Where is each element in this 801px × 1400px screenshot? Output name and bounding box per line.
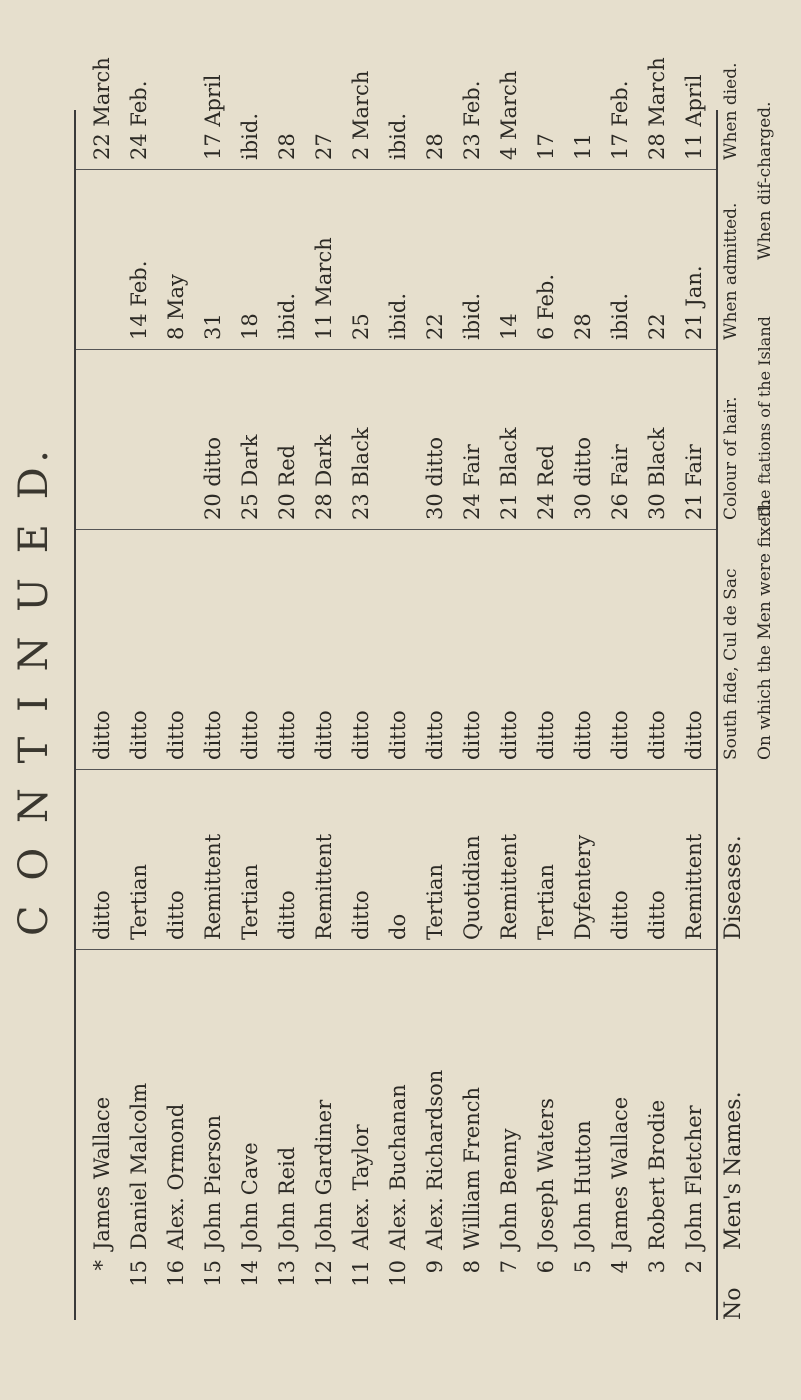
table-row [230, 110, 269, 1320]
table-row [341, 70, 380, 1320]
cell-role: Tertian [422, 863, 447, 940]
table-row [304, 110, 343, 1320]
cell-play: ditto [459, 710, 484, 760]
cell-play: ditto [385, 710, 410, 760]
cell-num: 16 [163, 1260, 188, 1287]
cell-play: ditto [607, 710, 632, 760]
cell-died: 11 [570, 133, 595, 160]
table-row [119, 80, 158, 1320]
table-row [452, 80, 491, 1320]
cell-name: James Wallace [607, 1096, 632, 1250]
cell-play: ditto [570, 710, 595, 760]
cell-name: Robert Brodie [644, 1099, 669, 1250]
cell-died: 17 Feb. [607, 80, 632, 160]
cell-role: ditto [89, 890, 114, 940]
cell-died: 23 Feb. [459, 80, 484, 160]
column-divider [76, 769, 716, 770]
cell-play: ditto [237, 710, 262, 760]
cell-num: 15 [126, 1260, 151, 1287]
cell-name: William French [459, 1086, 484, 1250]
table-row [674, 74, 713, 1320]
cell-play: ditto [533, 710, 558, 760]
cell-num: 8 [459, 1260, 484, 1274]
cell-role: ditto [607, 890, 632, 940]
cell-role: Remittent [311, 833, 336, 940]
cell-name: Joseph Waters [533, 1098, 558, 1250]
cell-entered: 25 Dark [237, 434, 262, 520]
cell-role: ditto [644, 890, 669, 940]
cell-role: Tertian [126, 863, 151, 940]
cell-entered: 24 Red [533, 444, 558, 520]
cell-entered: 30 ditto [570, 436, 595, 520]
cell-play: ditto [644, 710, 669, 760]
column-divider [76, 949, 716, 950]
table-row [526, 110, 565, 1320]
cell-exit: 8 May [163, 274, 188, 340]
cell-died: 22 March [89, 57, 114, 160]
footer-discharged: When dif-charged. [755, 101, 775, 260]
cell-died: 28 [422, 133, 447, 160]
footer-name: Men's Names. [721, 1091, 746, 1250]
cell-name: Alex. Richardson [422, 1069, 447, 1250]
cell-play: ditto [126, 710, 151, 760]
footer-hair: Colour of hair. [721, 396, 741, 520]
cell-exit: ibid. [607, 293, 632, 340]
table-row [563, 110, 602, 1320]
cell-role: do [385, 913, 410, 940]
cell-num: 14 [237, 1260, 262, 1287]
cell-role: Remittent [200, 833, 225, 940]
cell-exit: 14 [496, 313, 521, 340]
cell-play: ditto [348, 710, 373, 760]
cell-role: Remittent [681, 833, 706, 940]
cell-role: ditto [274, 890, 299, 940]
cell-name: Alex. Ormond [163, 1103, 188, 1250]
cell-name: Alex. Buchanan [385, 1084, 410, 1250]
cell-died: 11 April [681, 74, 706, 160]
cell-exit: 28 [570, 313, 595, 340]
column-divider [76, 349, 716, 350]
cell-exit: 22 [644, 313, 669, 340]
table-row [193, 74, 232, 1320]
cell-role: ditto [163, 890, 188, 940]
cell-exit: 18 [237, 313, 262, 340]
column-divider [76, 529, 716, 530]
cell-died: 28 March [644, 57, 669, 160]
table-footer [715, 62, 795, 1320]
cell-play: ditto [274, 710, 299, 760]
table-row [600, 80, 639, 1320]
cell-play: ditto [200, 710, 225, 760]
cell-entered: 28 Dark [311, 434, 336, 520]
footer-num: No [721, 1287, 746, 1320]
cell-play: ditto [311, 710, 336, 760]
cell-role: Dyfentery [570, 834, 595, 940]
cell-died: 2 March [348, 70, 373, 160]
footer-died: When died. [721, 62, 741, 160]
cell-role: Tertian [533, 863, 558, 940]
cell-num: 5 [570, 1260, 595, 1274]
cell-name: John Benny [496, 1128, 521, 1250]
cell-entered: 20 Red [274, 444, 299, 520]
cell-exit: 21 Jan. [681, 265, 706, 340]
cell-role: ditto [348, 890, 373, 940]
footer-role: Diseases. [721, 835, 746, 940]
table-row [378, 110, 417, 1320]
table-row [82, 57, 121, 1320]
cell-exit: ibid. [459, 293, 484, 340]
footer-stations: The ftations of the Island [755, 316, 774, 520]
register-table [74, 57, 718, 1320]
cell-name: John Fletcher [681, 1105, 706, 1250]
cell-entered: 20 ditto [200, 436, 225, 520]
cell-num: 15 [200, 1260, 225, 1287]
cell-name: Alex. Taylor [348, 1124, 373, 1250]
cell-num: 6 [533, 1260, 558, 1274]
cell-exit: 14 Feb. [126, 260, 151, 340]
cell-role: Quotidian [459, 835, 484, 940]
cell-num: 11 [348, 1260, 373, 1287]
cell-num: 13 [274, 1260, 299, 1287]
cell-play: ditto [422, 710, 447, 760]
cell-name: John Hutton [570, 1120, 595, 1250]
cell-play: ditto [681, 710, 706, 760]
cell-role: Remittent [496, 833, 521, 940]
cell-num: 4 [607, 1260, 632, 1274]
cell-role: Tertian [237, 863, 262, 940]
header-letters: C O N T I N U E D. [11, 444, 57, 936]
cell-entered: 23 Black [348, 427, 373, 520]
cell-exit: 6 Feb. [533, 273, 558, 340]
table-row [156, 110, 195, 1320]
continued-header [6, 40, 62, 1340]
cell-died: 24 Feb. [126, 80, 151, 160]
cell-num: 9 [422, 1260, 447, 1274]
table-row [415, 110, 454, 1320]
cell-died: ibid. [237, 113, 262, 160]
cell-name: John Cave [237, 1142, 262, 1250]
cell-num: 7 [496, 1260, 521, 1274]
cell-entered: 26 Fair [607, 444, 632, 520]
cell-name: John Gardiner [311, 1099, 336, 1250]
cell-entered: 30 Black [644, 427, 669, 520]
cell-died: 28 [274, 133, 299, 160]
cell-exit: 31 [200, 313, 225, 340]
cell-name: James Wallace [89, 1096, 114, 1250]
cell-num: 3 [644, 1260, 669, 1274]
footer-play: South fide, Cul de Sac [721, 568, 741, 760]
cell-entered: 21 Black [496, 427, 521, 520]
cell-play: ditto [496, 710, 521, 760]
cell-died: 27 [311, 133, 336, 160]
cell-play: ditto [89, 710, 114, 760]
cell-exit: 11 March [311, 237, 336, 340]
cell-name: John Reid [274, 1146, 299, 1250]
table-row [489, 70, 528, 1320]
table-row [267, 110, 306, 1320]
cell-num: 12 [311, 1260, 336, 1287]
footer-mid: On which the Men were fixed. [755, 500, 775, 760]
cell-died: ibid. [385, 113, 410, 160]
table-row [637, 57, 676, 1320]
cell-died: 17 [533, 133, 558, 160]
cell-entered: 24 Fair [459, 444, 484, 520]
column-divider [76, 169, 716, 170]
cell-exit: ibid. [385, 293, 410, 340]
footer-admitted: When admitted. [721, 202, 741, 340]
cell-exit: ibid. [274, 293, 299, 340]
cell-num: 2 [681, 1260, 706, 1274]
cell-died: 17 April [200, 74, 225, 160]
cell-died: 4 March [496, 70, 521, 160]
cell-exit: 22 [422, 313, 447, 340]
cell-play: ditto [163, 710, 188, 760]
cell-entered: 21 Fair [681, 444, 706, 520]
cell-entered: 30 ditto [422, 436, 447, 520]
cell-name: John Pierson [200, 1114, 225, 1250]
cell-num: * [89, 1260, 114, 1271]
cell-name: Daniel Malcolm [126, 1082, 151, 1250]
cell-num: 10 [385, 1260, 410, 1287]
cell-exit: 25 [348, 313, 373, 340]
